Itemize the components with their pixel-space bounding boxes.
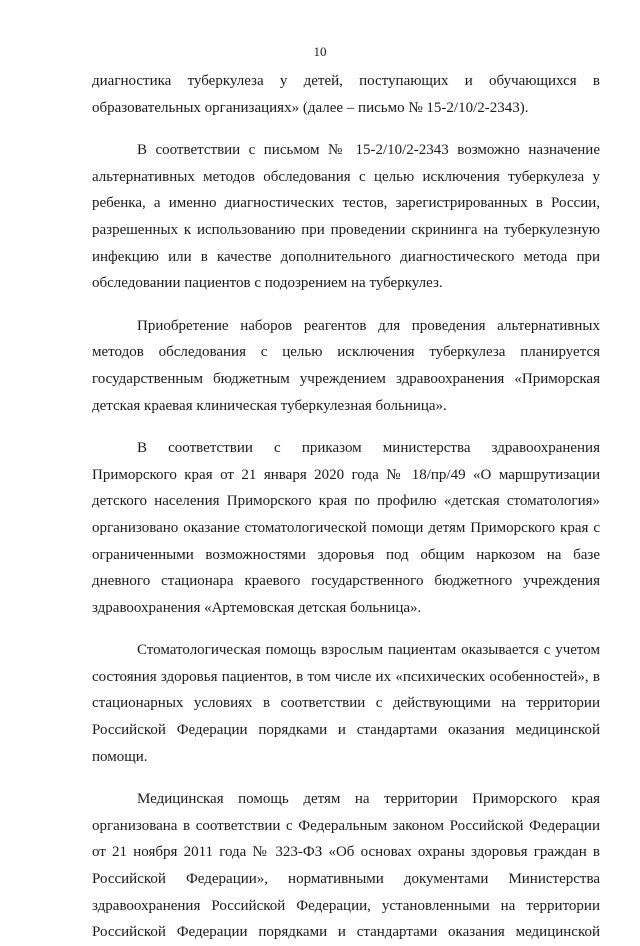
paragraph-adult-dental-care: Стоматологическая помощь взрослым пациентам оказывается с учетом состояния здоровья пациентов, в том числе их «психических особенностей», в стационарных условиях в соответствии с действующими на территории Российской Федерации порядками и стандартами оказания медицинской помощи.	[92, 642, 600, 765]
paragraph-reagent-purchase: Приобретение наборов реагентов для проведения альтернативных методов обследования с целью исключения туберкулеза планируется государственным бюджетным учреждением здравоохранения «Приморская детская краевая клиническая туберкулезная больница».	[92, 317, 600, 414]
paragraph-alternative-methods: В соответствии с письмом № 15-2/10/2-2343 возможно назначение альтернативных методов обследования с целью исключения туберкулеза у ребенка, а именно диагностических тестов, зарегистрированных в России, разрешенных к использованию при проведении скрининга на туберкулезную инфекцию или в качестве дополнительного диагностического метода при обследовании пациентов с подозрением на туберкулез.	[92, 142, 600, 292]
page-number: 10	[313, 44, 327, 59]
paragraph-child-medical-care: Медицинская помощь детям на территории Приморского края организована в соответствии с Федеральным законом Российской Федерации от 21 ноября 2011 года № 323-ФЗ «Об основах охраны здоровья граждан в Российской Федерации», нормативными документами Министерства здравоохранения Российской Федерации, установленными на территории Российской Федерации порядками и стандартами оказания медицинской	[92, 791, 600, 941]
document-body	[92, 68, 600, 946]
paragraph-continuation: диагностика туберкулеза у детей, поступающих и обучающихся в образовательных организациях» (далее – письмо № 15-2/10/2-2343).	[92, 73, 600, 116]
paragraph-dental-order: В соответствии с приказом министерства здравоохранения Приморского края от 21 января 2020 года № 18/пр/49 «О маршрутизации детского населения Приморского края по профилю «детская стоматология» организовано оказание стоматологической помощи детям Приморского края с ограниченными возможностями здоровья под общим наркозом на базе дневного стационара краевого государственного бюджетного учреждения здравоохранения «Артемовская детская больница».	[92, 440, 600, 616]
